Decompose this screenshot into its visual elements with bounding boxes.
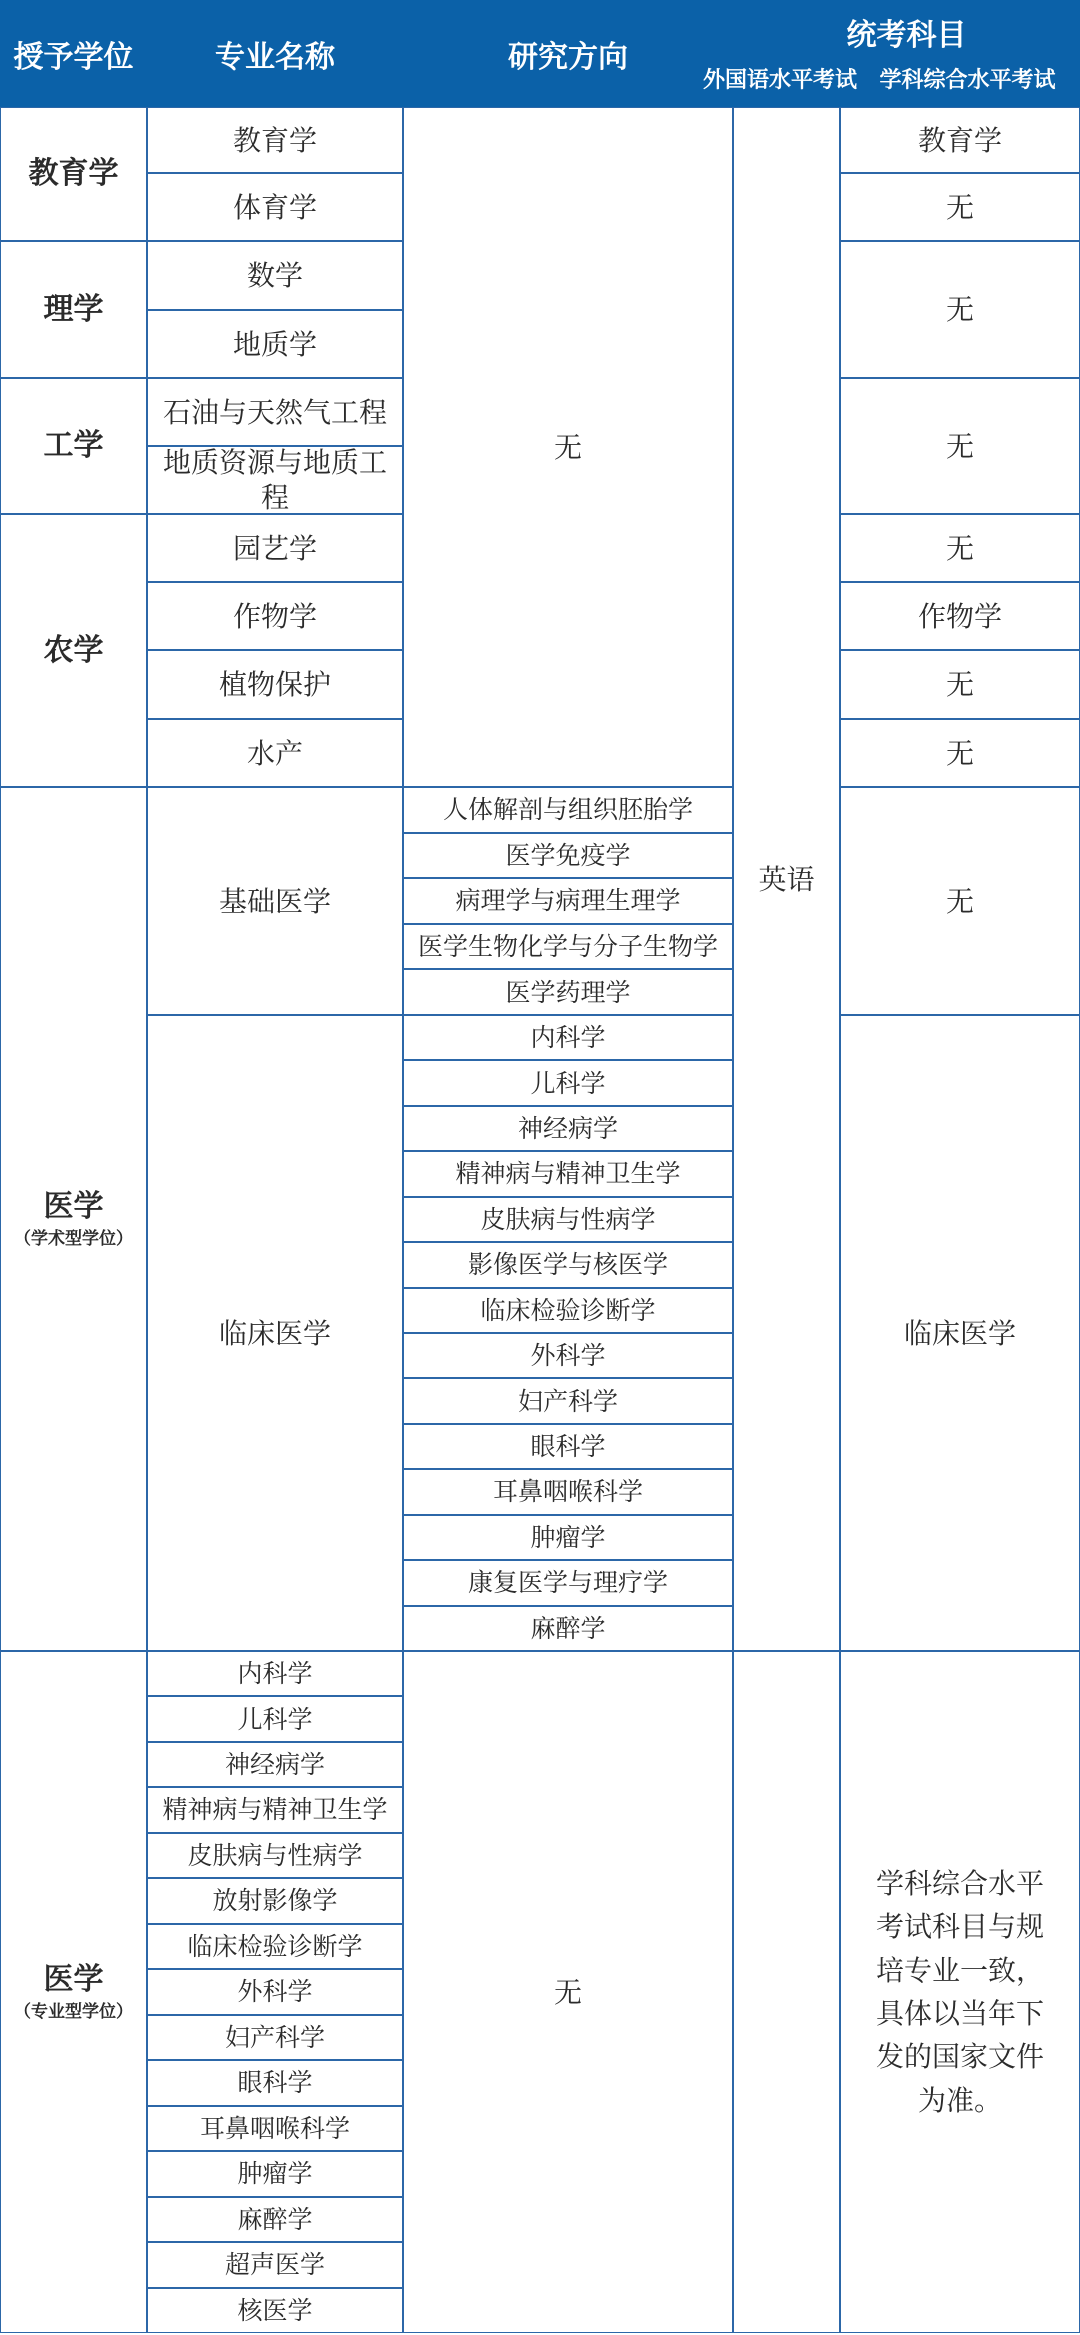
major-cell: 精神病与精神卫生学 <box>147 1787 403 1832</box>
degree-name: 理学 <box>43 291 104 327</box>
direction-cell: 肿瘤学 <box>403 1515 733 1560</box>
major-cell: 植物保护 <box>147 650 403 719</box>
direction-cell: 儿科学 <box>403 1060 733 1105</box>
major-cell: 核医学 <box>147 2288 403 2333</box>
subject-cell: 无 <box>840 378 1080 514</box>
direction-cell: 内科学 <box>403 1015 733 1060</box>
foreign-language-cell: 英语 <box>733 107 840 1651</box>
direction-cell: 无 <box>403 1651 733 2333</box>
major-cell: 临床检验诊断学 <box>147 1924 403 1969</box>
major-cell: 儿科学 <box>147 1696 403 1741</box>
foreign-language-empty-cell <box>733 1651 840 2333</box>
degree-name: 教育学 <box>28 156 119 192</box>
subject-cell: 教育学 <box>840 107 1080 173</box>
major-cell: 石油与天然气工程 <box>147 378 403 446</box>
major-cell: 超声医学 <box>147 2242 403 2287</box>
degree-name: 农学 <box>43 632 104 668</box>
degree-engineering <box>0 378 147 514</box>
major-cell: 水产 <box>147 719 403 787</box>
major-cell: 基础医学 <box>147 787 403 1015</box>
header-subject: 学科综合水平考试 <box>879 67 1056 93</box>
subject-cell: 无 <box>840 173 1080 241</box>
degree-education <box>0 107 147 241</box>
direction-cell: 医学药理学 <box>403 969 733 1015</box>
degree-type: （学术型学位） <box>14 1229 133 1250</box>
major-cell: 地质资源与地质工程 <box>147 446 403 514</box>
direction-cell: 麻醉学 <box>403 1606 733 1651</box>
direction-cell: 眼科学 <box>403 1424 733 1469</box>
direction-cell: 康复医学与理疗学 <box>403 1560 733 1605</box>
degree-type: （专业型学位） <box>14 2002 133 2023</box>
subject-cell: 无 <box>840 787 1080 1015</box>
major-cell: 作物学 <box>147 582 403 650</box>
degree-name: 医学 <box>43 1188 104 1224</box>
major-cell: 内科学 <box>147 1651 403 1696</box>
major-cell: 肿瘤学 <box>147 2151 403 2196</box>
direction-cell: 精神病与精神卫生学 <box>403 1151 733 1196</box>
major-cell: 教育学 <box>147 107 403 173</box>
degree-medicine-professional <box>0 1651 147 2333</box>
direction-cell: 无 <box>403 107 733 787</box>
degree-science <box>0 241 147 378</box>
subject-cell: 无 <box>840 514 1080 582</box>
direction-cell: 妇产科学 <box>403 1378 733 1423</box>
major-cell: 地质学 <box>147 310 403 378</box>
subject-cell: 作物学 <box>840 582 1080 650</box>
major-cell: 体育学 <box>147 173 403 241</box>
major-cell: 皮肤病与性病学 <box>147 1833 403 1878</box>
major-cell: 神经病学 <box>147 1742 403 1787</box>
direction-cell: 人体解剖与组织胚胎学 <box>403 787 733 833</box>
major-cell: 放射影像学 <box>147 1878 403 1923</box>
header-degree: 授予学位 <box>13 39 134 75</box>
header-foreign: 外国语水平考试 <box>702 67 857 93</box>
major-cell: 耳鼻咽喉科学 <box>147 2106 403 2151</box>
direction-cell: 皮肤病与性病学 <box>403 1197 733 1242</box>
subject-cell: 无 <box>840 719 1080 787</box>
degree-agriculture <box>0 514 147 787</box>
degree-medicine-academic <box>0 787 147 1651</box>
subject-note-cell: 学科综合水平考试科目与规培专业一致，具体以当年下发的国家文件为准。 <box>840 1651 1080 2333</box>
direction-cell: 医学免疫学 <box>403 833 733 879</box>
degree-name: 医学 <box>43 1961 104 1997</box>
header-exam: 统考科目 <box>846 18 967 53</box>
header-direction: 研究方向 <box>508 39 628 75</box>
direction-cell: 医学生物化学与分子生物学 <box>403 924 733 970</box>
direction-cell: 临床检验诊断学 <box>403 1288 733 1333</box>
direction-cell: 神经病学 <box>403 1106 733 1151</box>
major-cell: 麻醉学 <box>147 2197 403 2242</box>
subject-cell: 无 <box>840 650 1080 719</box>
direction-cell: 病理学与病理生理学 <box>403 878 733 924</box>
degree-name: 工学 <box>43 428 104 464</box>
direction-cell: 耳鼻咽喉科学 <box>403 1469 733 1514</box>
major-cell: 眼科学 <box>147 2060 403 2105</box>
major-cell: 园艺学 <box>147 514 403 582</box>
subject-cell: 无 <box>840 241 1080 378</box>
major-cell: 外科学 <box>147 1969 403 2014</box>
major-cell: 临床医学 <box>147 1015 403 1651</box>
subject-cell: 临床医学 <box>840 1015 1080 1651</box>
major-cell: 数学 <box>147 241 403 310</box>
header-major: 专业名称 <box>215 39 335 75</box>
direction-cell: 外科学 <box>403 1333 733 1378</box>
direction-cell: 影像医学与核医学 <box>403 1242 733 1287</box>
major-cell: 妇产科学 <box>147 2015 403 2060</box>
